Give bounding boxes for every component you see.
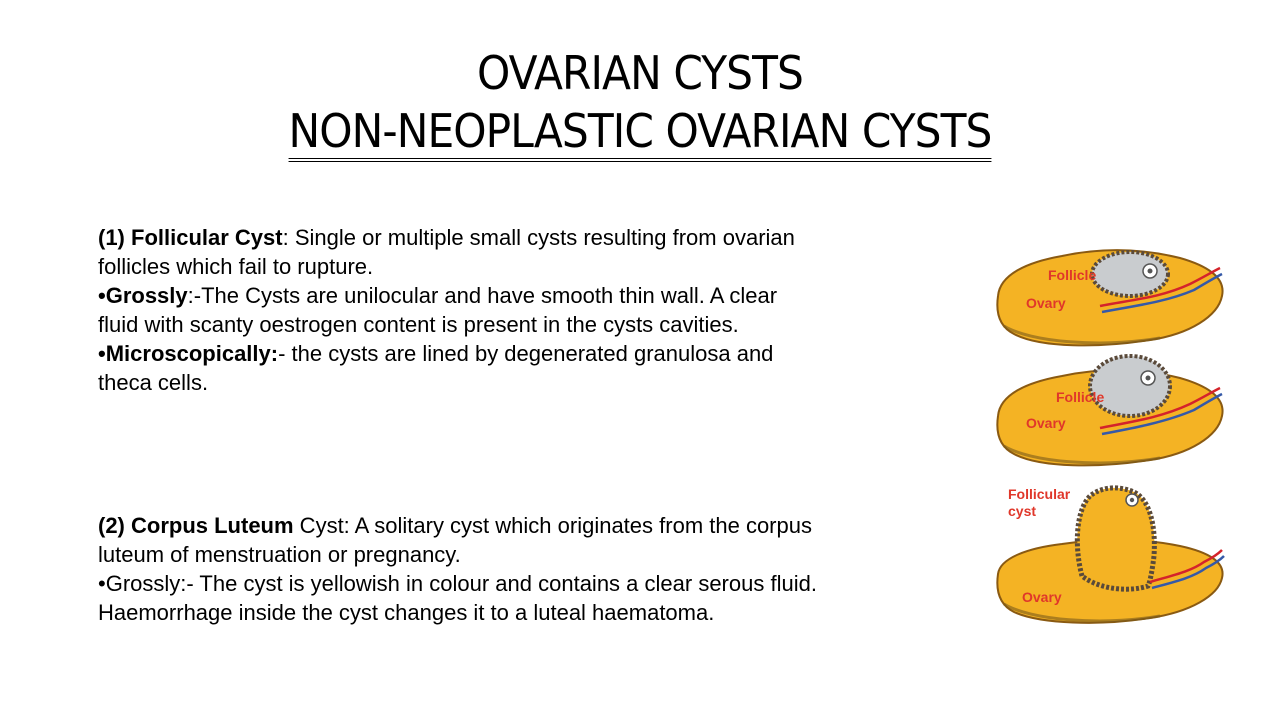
follicular-grossly-text: :-The Cysts are unilocular and have smooth thin wall. A clear fluid with scanty oestrogen content is present in the cysts cavities. (98, 283, 778, 337)
follicular-grossly-label: •Grossly (98, 283, 188, 308)
ovary-label-3: Ovary (1022, 589, 1062, 605)
ovary-label-2: Ovary (1026, 415, 1066, 431)
follicle-2 (1090, 356, 1170, 416)
ovary-panel-2 (997, 356, 1222, 465)
follicular-microscopically-label: •Microscopically: (98, 341, 279, 366)
title-subtitle (51, 102, 1229, 160)
slide-title (0, 44, 1280, 160)
follicular-intro (98, 223, 818, 281)
section-corpus-luteum-cyst (98, 511, 818, 627)
ovary-illustration (990, 238, 1230, 638)
section-follicular-cyst (98, 223, 818, 397)
corpus-luteum-intro (98, 511, 818, 569)
ovary-label-1: Ovary (1026, 295, 1066, 311)
ovary-panel-1 (997, 250, 1222, 345)
follicular-grossly (98, 281, 818, 339)
follicular-microscopically-text: - the cysts are lined by degenerated granulosa and theca cells. (98, 341, 774, 395)
title-subtitle-text: NON-NEOPLASTIC OVARIAN CYSTS (288, 104, 991, 162)
title-main: OVARIAN CYSTS (477, 46, 803, 100)
follicular-microscopically (98, 339, 818, 397)
oocyte-nucleus-1 (1148, 269, 1153, 274)
oocyte-nucleus-2 (1146, 376, 1151, 381)
follicular-cyst-3 (1077, 488, 1154, 589)
cyst-label-3: cyst (1008, 503, 1037, 519)
corpus-luteum-intro-text: Cyst: A solitary cyst which originates from the corpus luteum of menstruation or pregnancy. (98, 513, 812, 567)
follicle-label-2: Follicle (1056, 389, 1105, 405)
corpus-luteum-heading: (2) Corpus Luteum (98, 513, 294, 538)
follicular-label-3: Follicular (1008, 486, 1071, 502)
corpus-luteum-grossly: •Grossly:- The cyst is yellowish in colour and contains a clear serous fluid. Haemorrhage inside the cyst changes it to a luteal haematoma. (98, 571, 817, 625)
follicular-intro-text: : Single or multiple small cysts resulting from ovarian follicles which fail to rupture. (98, 225, 795, 279)
oocyte-nucleus-3 (1130, 498, 1134, 502)
follicular-heading: (1) Follicular Cyst (98, 225, 283, 250)
ovary-panel-3 (997, 486, 1224, 623)
follicle-label-1: Follicle (1048, 267, 1097, 283)
